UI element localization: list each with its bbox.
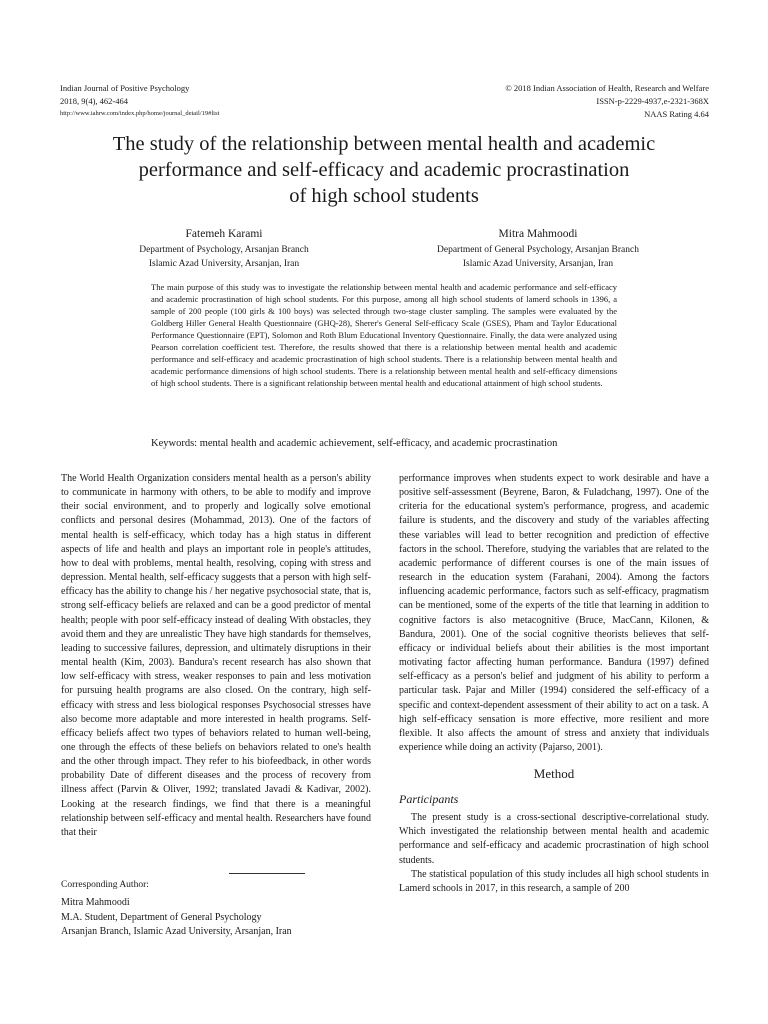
- author-name: Mitra Mahmoodi: [498, 228, 578, 240]
- journal-header-right: [505, 82, 709, 121]
- abstract: The main purpose of this study was to investigate the relationship between mental health and academic performance and self-efficacy and academic procrastination of high school students. For this purpose, among all high school students of lamerd schools in 1396, a sample of 200 people (100 girls & 100 boys) was selected through two-stage cluster sampling. The samples were evaluated by the Goldberg Hiller General Health Questionnaire (GHQ-28), Sherer's General Self-efficacy Scale (GSES), Pham and Taylor Educational Performance Questionnaire (EPT), Solomon and Roth Blum Educational Inventory Questionnaire. Finally, the data were analyzed using Pearson correlation coefficient test. Therefore, the results showed that there is a relationship between mental health and academic performance and self-efficacy and academic procrastination of high school students. There is a relationship between mental health and academic performance dimensions of high school students. There is a relationship between mental health and self-efficacy dimensions of high school students. There is a significant relationship between mental health and educational attainment of high school students.: [151, 282, 617, 388]
- corresponding-author-degree: M.A. Student, Department of General Psychology: [61, 911, 262, 923]
- author-affiliation: Islamic Azad University, Arsanjan, Iran: [148, 259, 300, 269]
- section-heading-method: Method: [533, 766, 575, 782]
- naas-rating: NAAS Rating 4.64: [644, 109, 709, 119]
- author-affiliation: Department of General Psychology, Arsanjan Branch: [437, 245, 639, 255]
- journal-volume: 2018, 9(4), 462-464: [60, 96, 128, 106]
- author-affiliation: Department of Psychology, Arsanjan Branch: [139, 245, 309, 255]
- journal-header-left: [60, 82, 219, 119]
- title-line-3: of high school students: [289, 185, 479, 207]
- copyright-notice: © 2018 Indian Association of Health, Research and Welfare: [505, 83, 709, 93]
- subsection-heading-participants: Participants: [399, 792, 459, 807]
- body-column-right: [399, 472, 709, 896]
- body-paragraph: performance improves when students expect to work desirable and have a positive self-assessment (Beyrene, Baron, & Fuladchang, 1997). One of the criteria for the educational system's performance, progress, and academic failure is students, and the discovery and study of the variables affecting these variables will lead to better recognition and prediction of effective factors in the school. Therefore, studying the variables that are related to the academic performance of different courses is one of the main issues of research in the education system (Farahani, 2004). Among the factors influencing academic performance, factors such as self-efficacy, pragmatism can be mentioned, some of the experts of the title that learning in addition to cognitive factors is also metacognitive (Bruce, MacCann, Kilonen, & Bandura, 2001). One of the social cognitive theorists believes that self-efficacy or individual beliefs about their abilities is the most important motivating factor affecting human performance. Bandura (1997) defined self-efficacy as a person's belief and judgment of his ability to perform a particular task. Pajar and Miller (1994) considered the self-efficacy of a specific and context-dependent assessment of their ability to act on a task. A high self-efficacy sensation is more effective, more resilient and more flexible. It also affects the amount of stress and anxiety that individuals experience while doing an activity (Pajarso, 2001).: [399, 473, 709, 753]
- journal-url[interactable]: http://www.iahrw.com/index.php/home/journal_detail/19#list: [60, 110, 220, 117]
- author-block-1: [92, 226, 356, 271]
- corresponding-author-address: Arsanjan Branch, Islamic Azad University, Arsanjan, Iran: [61, 926, 292, 937]
- body-paragraph: The World Health Organization considers mental health as a person's ability to communicate in harmony with others, to be able to modify and improve their social environment, and to properly and logically solve emotional conflicts and personal desires (Mohammad, 2013). One of the factors of mental health is self-efficacy, which today has a high status in different aspects of life and health and plays an important role in people's attitudes, how to deal with problems, mental health, resolving, coping with stress and depression. Mental health, self-efficacy suggests that a person with high self-efficacy has the ability to change his / her negative psychosocial state, that is, strong self-efficacy beliefs are relaxed and can be a good predictor of mental health; people with poor self-efficacy instead of dealing With obstacles, they avoid them and they are unrealistic They have high standards for themselves, leading to successive failures, depression, and ultimately disruptions in their mental health (Kim, 2003). Bandura's recent research has also shown that low self-efficacy with stress, weaker responses to pain and less motivation for pursuing health programs are also closed. On the contrary, high self-efficacy with stress and less biological responses Psychosocial stresses have also become more adaptable and more interested in health programs. Self-efficacy beliefs affect two types of behaviors related to human well-being, one through the effects of these beliefs on behaviors related to one's health and the other through impact. They refer to his biofeedback, in other words probability Date of different diseases and the process of recovery from illness affect (Parvin & Oliver, 1992; translated Javadi & Kadivar, 2002). Looking at the research findings, we find that there is a meaningful relationship between self-efficacy and mental health. Researchers have found that their: [61, 473, 371, 838]
- title-line-1: The study of the relationship between mental health and academic: [112, 133, 656, 155]
- title-line-2: performance and self-efficacy and academic procrastination: [138, 159, 630, 181]
- article-title: [70, 131, 698, 209]
- author-block-2: [404, 226, 672, 271]
- author-affiliation: Islamic Azad University, Arsanjan, Iran: [462, 259, 614, 269]
- corresponding-author-details: [61, 896, 292, 940]
- corresponding-author-name: Mitra Mahmoodi: [61, 897, 130, 908]
- body-paragraph: The present study is a cross-sectional descriptive-correlational study. Which investigated the relationship between mental health and academic performance and self-efficacy and academic procrastination of high school students.: [399, 812, 709, 866]
- keywords: Keywords: mental health and academic achievement, self-efficacy, and academic procrastination: [151, 438, 558, 449]
- body-paragraph: The statistical population of this study includes all high school students in Lamerd schools in 2017, in this research, a sample of 200: [399, 868, 709, 894]
- issn: ISSN-p-2229-4937,e-2321-368X: [596, 96, 709, 106]
- author-name: Fatemeh Karami: [185, 228, 263, 240]
- journal-name: Indian Journal of Positive Psychology: [60, 83, 190, 93]
- corresponding-author-label: Corresponding Author:: [61, 880, 149, 890]
- body-column-left: [61, 472, 371, 840]
- footnote-divider: [229, 873, 305, 874]
